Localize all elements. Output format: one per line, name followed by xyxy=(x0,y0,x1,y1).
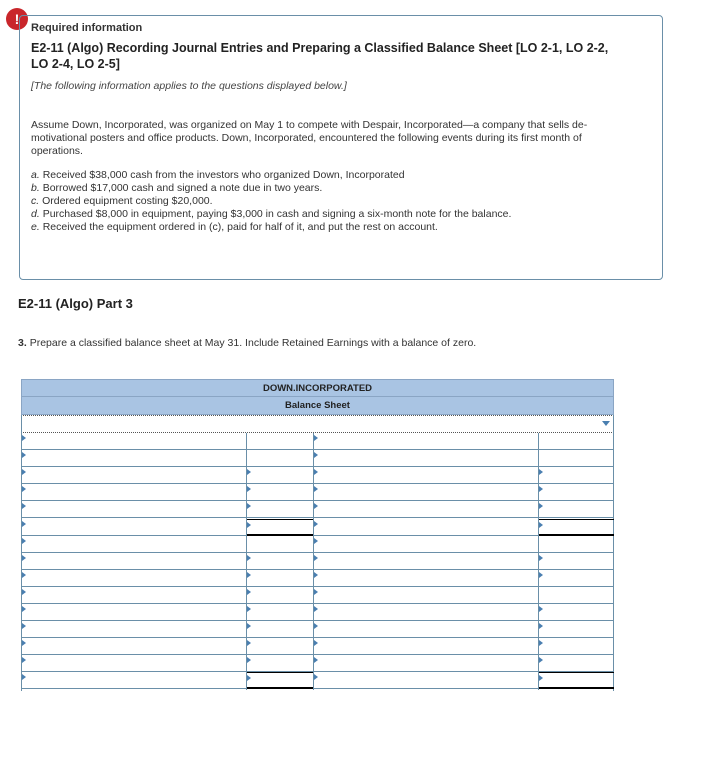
amount-cell-blank xyxy=(246,433,313,450)
event-item: d. Purchased $8,000 in equipment, paying $3,000 in cash and signing a six-month note for the balance. xyxy=(31,208,512,220)
event-item: a. Received $38,000 cash from the investors who organized Down, Incorporated xyxy=(31,169,405,181)
amount-input-right[interactable] xyxy=(538,519,614,536)
account-select-left[interactable] xyxy=(21,655,246,672)
account-select-right[interactable] xyxy=(313,433,538,450)
company-name-header: DOWN.INCORPORATED xyxy=(21,379,614,397)
amount-cell-blank xyxy=(538,536,614,553)
account-select-left[interactable] xyxy=(21,433,246,450)
account-select-right[interactable] xyxy=(313,570,538,587)
account-select-left[interactable] xyxy=(21,672,246,689)
account-select-right[interactable] xyxy=(313,450,538,467)
amount-input-right[interactable] xyxy=(538,604,614,621)
event-list xyxy=(31,169,621,234)
amount-cell-blank xyxy=(246,536,313,553)
chevron-down-icon[interactable] xyxy=(602,421,610,426)
amount-input-left[interactable] xyxy=(246,519,313,536)
statement-title-header: Balance Sheet xyxy=(21,397,614,415)
account-select-right[interactable] xyxy=(313,604,538,621)
amount-cell-blank xyxy=(538,587,614,604)
amount-input-left[interactable] xyxy=(246,570,313,587)
account-select-right[interactable] xyxy=(313,519,538,536)
part-title: E2-11 (Algo) Part 3 xyxy=(18,296,133,311)
account-select-right[interactable] xyxy=(313,553,538,570)
amount-input-left[interactable] xyxy=(246,501,313,518)
amount-input-right[interactable] xyxy=(538,467,614,484)
account-select-right[interactable] xyxy=(313,655,538,672)
account-select-left[interactable] xyxy=(21,484,246,501)
amount-input-left[interactable] xyxy=(246,638,313,655)
amount-input-left[interactable] xyxy=(246,484,313,501)
amount-cell-blank xyxy=(538,450,614,467)
column-divider xyxy=(246,433,247,690)
amount-input-right[interactable] xyxy=(538,570,614,587)
account-select-left[interactable] xyxy=(21,638,246,655)
balance-sheet-worksheet xyxy=(21,379,614,415)
amount-input-left[interactable] xyxy=(246,587,313,604)
amount-input-left[interactable] xyxy=(246,621,313,638)
account-select-right[interactable] xyxy=(313,484,538,501)
date-select[interactable] xyxy=(21,415,614,433)
column-divider xyxy=(313,433,314,690)
account-select-left[interactable] xyxy=(21,519,246,536)
alert-icon: ! xyxy=(6,8,28,30)
account-select-right[interactable] xyxy=(313,587,538,604)
account-select-right[interactable] xyxy=(313,536,538,553)
amount-input-left[interactable] xyxy=(246,553,313,570)
amount-cell-blank xyxy=(538,433,614,450)
amount-input-right[interactable] xyxy=(538,655,614,672)
amount-input-right[interactable] xyxy=(538,553,614,570)
account-select-left[interactable] xyxy=(21,621,246,638)
account-select-left[interactable] xyxy=(21,501,246,518)
scenario-paragraph: Assume Down, Incorporated, was organized on May 1 to compete with Despair, Incorporated—a company that sells de-motivational posters and office products. Down, Incorporated, encountered the following events during its first month of operations. xyxy=(31,119,588,157)
account-select-left[interactable] xyxy=(21,604,246,621)
account-select-right[interactable] xyxy=(313,501,538,518)
amount-input-left[interactable] xyxy=(246,467,313,484)
account-select-left[interactable] xyxy=(21,467,246,484)
account-select-left[interactable] xyxy=(21,536,246,553)
amount-input-right[interactable] xyxy=(538,638,614,655)
event-item: e. Received the equipment ordered in (c), paid for half of it, and put the rest on account. xyxy=(31,221,438,233)
account-select-right[interactable] xyxy=(313,621,538,638)
amount-input-right[interactable] xyxy=(538,621,614,638)
balance-sheet-grid xyxy=(21,415,614,691)
account-select-left[interactable] xyxy=(21,570,246,587)
account-select-left[interactable] xyxy=(21,553,246,570)
amount-input-right[interactable] xyxy=(538,501,614,518)
amount-input-right[interactable] xyxy=(538,672,614,689)
column-divider xyxy=(538,433,539,690)
required-information-label: Required information xyxy=(31,22,143,34)
applies-note: [The following information applies to the questions displayed below.] xyxy=(31,80,347,92)
event-item: b. Borrowed $17,000 cash and signed a note due in two years. xyxy=(31,182,323,194)
amount-input-left[interactable] xyxy=(246,655,313,672)
problem-title: E2-11 (Algo) Recording Journal Entries and Preparing a Classified Balance Sheet [LO 2-1, LO 2-2, LO 2-4, LO 2-5] xyxy=(31,41,609,71)
amount-cell-blank xyxy=(246,450,313,467)
question-text: 3. Prepare a classified balance sheet at May 31. Include Retained Earnings with a balance of zero. xyxy=(18,337,477,349)
amount-input-right[interactable] xyxy=(538,484,614,501)
amount-input-left[interactable] xyxy=(246,604,313,621)
account-select-left[interactable] xyxy=(21,587,246,604)
event-item: c. Ordered equipment costing $20,000. xyxy=(31,195,213,207)
amount-input-left[interactable] xyxy=(246,672,313,689)
account-select-right[interactable] xyxy=(313,638,538,655)
account-select-right[interactable] xyxy=(313,467,538,484)
account-select-left[interactable] xyxy=(21,450,246,467)
account-select-right[interactable] xyxy=(313,672,538,689)
